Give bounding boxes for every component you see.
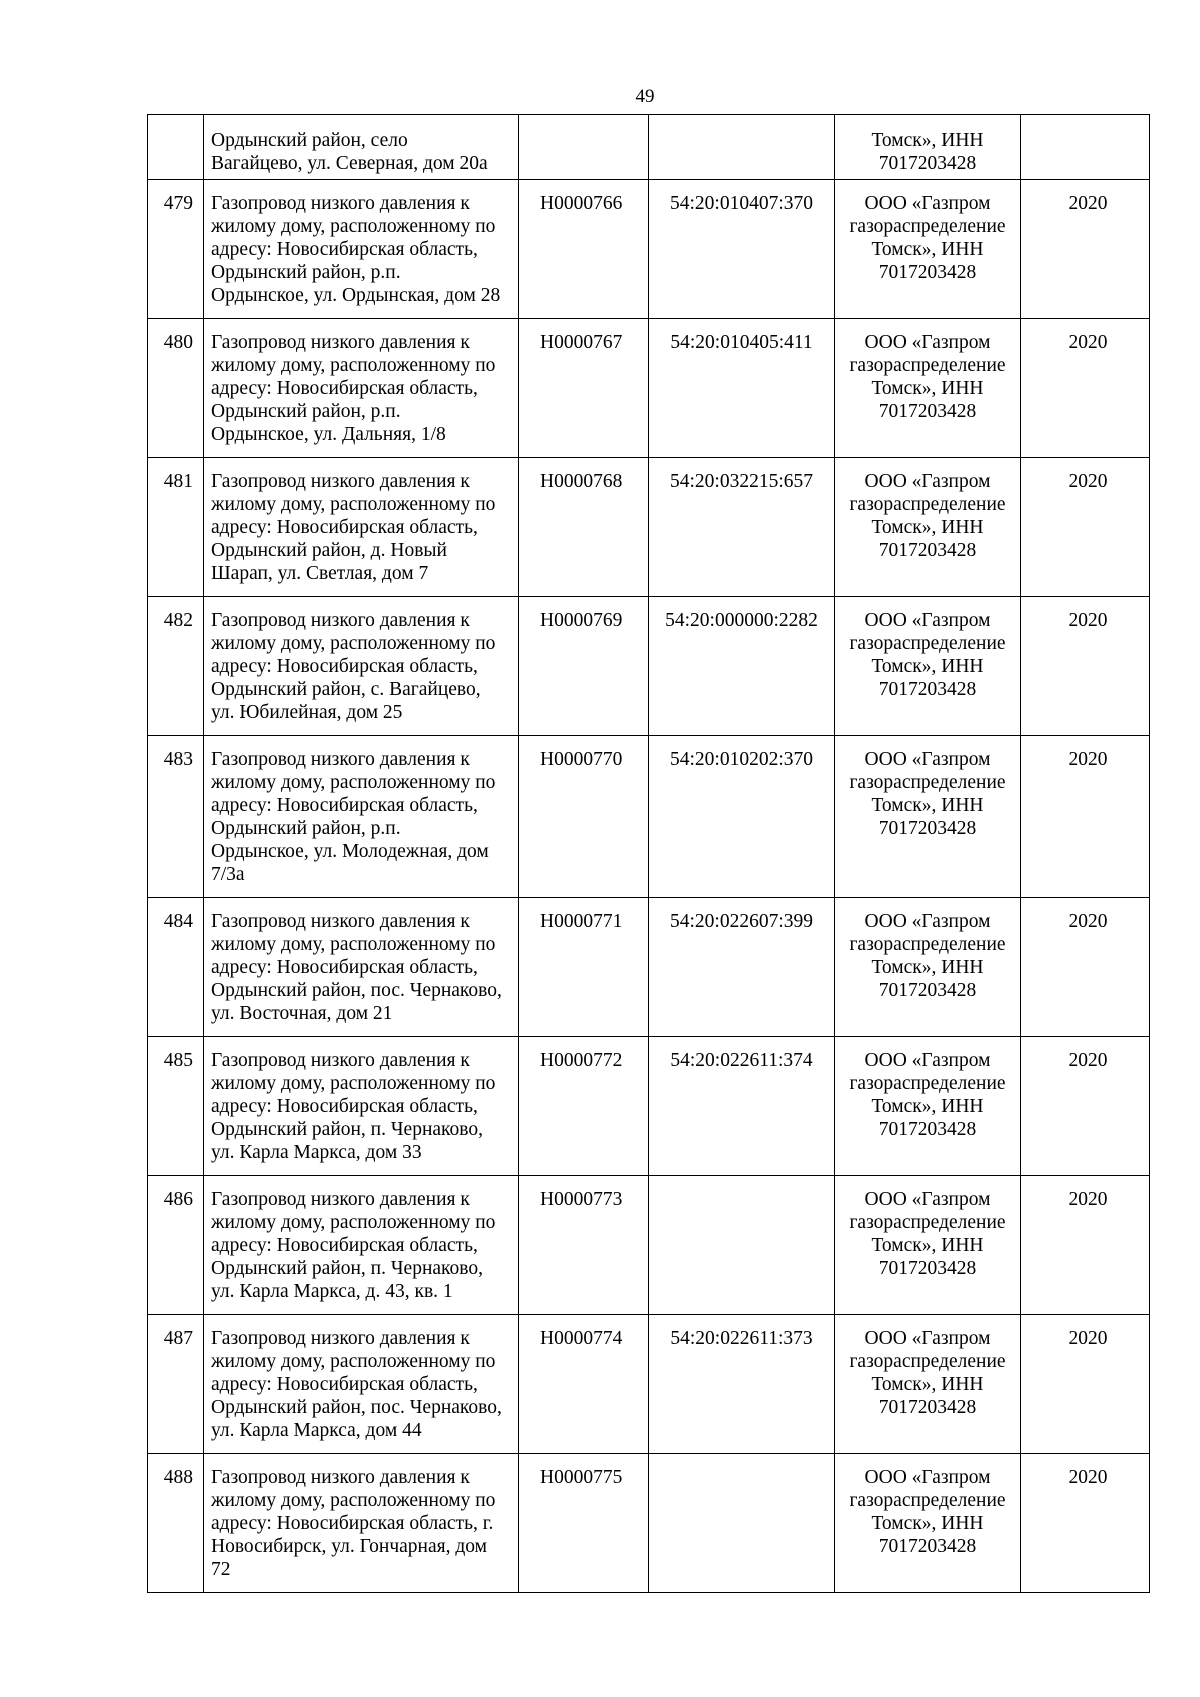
cell-number: 482 [148, 597, 204, 736]
table-row [148, 898, 1150, 1037]
name-line: Новосибирск, ул. Гончарная, дом [211, 1536, 487, 1557]
cell-number: 485 [148, 1037, 204, 1176]
cell-owner [835, 1454, 1021, 1593]
owner-line: ООО «Газпром [864, 1467, 991, 1488]
owner-line: газораспределение [849, 633, 1006, 654]
name-line: адресу: Новосибирская область, [211, 239, 478, 260]
owner-line: Томск», ИНН [871, 795, 984, 816]
name-line: Ордынский район, село [211, 130, 408, 151]
name-line: Газопровод низкого давления к [211, 1050, 470, 1071]
cell-name [204, 458, 519, 597]
cell-cadastral-number: 54:20:010202:370 [649, 736, 835, 898]
name-line: Ордынский район, пос. Чернаково, [211, 1397, 502, 1418]
owner-line: 7017203428 [878, 980, 977, 1001]
table-row [148, 180, 1150, 319]
cell-cadastral-number: 54:20:000000:2282 [649, 597, 835, 736]
table-row-continuation [148, 115, 1150, 180]
cell-cadastral-number [649, 1176, 835, 1315]
cell-owner [835, 898, 1021, 1037]
owner-line: 7017203428 [878, 679, 977, 700]
owner-line: 7017203428 [878, 262, 977, 283]
cell-inventory-number: Н0000774 [519, 1315, 649, 1454]
name-line: Газопровод низкого давления к [211, 332, 470, 353]
cell-owner [835, 319, 1021, 458]
name-line: Ордынский район, с. Вагайцево, [211, 679, 481, 700]
page-number: 49 [635, 86, 655, 107]
cell-cadastral-number: 54:20:032215:657 [649, 458, 835, 597]
owner-line: 7017203428 [878, 401, 977, 422]
name-line: жилому дому, расположенному по [211, 1490, 496, 1511]
cell-year: 2020 [1021, 1037, 1150, 1176]
cell-year: 2020 [1021, 319, 1150, 458]
cell-year: 2020 [1021, 1176, 1150, 1315]
cell-name [204, 1176, 519, 1315]
owner-line: газораспределение [849, 1351, 1006, 1372]
cell-year: 2020 [1021, 898, 1150, 1037]
cell-inventory-number: Н0000775 [519, 1454, 649, 1593]
name-line: жилому дому, расположенному по [211, 494, 496, 515]
table-row [148, 736, 1150, 898]
table-row [148, 1176, 1150, 1315]
name-line: Ордынский район, д. Новый [211, 540, 447, 561]
name-line: жилому дому, расположенному по [211, 1073, 496, 1094]
name-line: Шарап, ул. Светлая, дом 7 [211, 563, 429, 584]
cell-inventory-number: Н0000769 [519, 597, 649, 736]
name-line: Газопровод низкого давления к [211, 749, 470, 770]
cell-year: 2020 [1021, 597, 1150, 736]
name-line: жилому дому, расположенному по [211, 1351, 496, 1372]
cell-cadastral-number: 54:20:010407:370 [649, 180, 835, 319]
cell-year: 2020 [1021, 458, 1150, 597]
table-row [148, 1037, 1150, 1176]
cell-inventory-number: Н0000772 [519, 1037, 649, 1176]
name-line: Газопровод низкого давления к [211, 1189, 470, 1210]
name-line: адресу: Новосибирская область, [211, 656, 478, 677]
cell-name [204, 319, 519, 458]
owner-line: 7017203428 [878, 153, 977, 174]
cell-cadastral-number: 54:20:022607:399 [649, 898, 835, 1037]
owner-line: Томск», ИНН [871, 656, 984, 677]
owner-line: ООО «Газпром [864, 193, 991, 214]
name-line: 7/3а [211, 864, 245, 885]
cell-name [204, 1315, 519, 1454]
cell-number: 486 [148, 1176, 204, 1315]
cell-owner [835, 1037, 1021, 1176]
name-line: Ордынское, ул. Молодежная, дом [211, 841, 489, 862]
owner-line: газораспределение [849, 1073, 1006, 1094]
cell-name [204, 736, 519, 898]
owner-line: ООО «Газпром [864, 1050, 991, 1071]
cell-owner [835, 1315, 1021, 1454]
name-line: Ордынский район, п. Чернаково, [211, 1119, 483, 1140]
name-line: Газопровод низкого давления к [211, 610, 470, 631]
cell-owner [835, 597, 1021, 736]
owner-line: газораспределение [849, 494, 1006, 515]
cell-number: 479 [148, 180, 204, 319]
name-line: Ордынский район, пос. Чернаково, [211, 980, 502, 1001]
cell-inventory-number: Н0000773 [519, 1176, 649, 1315]
cell-owner [835, 180, 1021, 319]
name-line: адресу: Новосибирская область, [211, 795, 478, 816]
cell-inventory-number: Н0000770 [519, 736, 649, 898]
owner-line: ООО «Газпром [864, 911, 991, 932]
name-line: ул. Юбилейная, дом 25 [211, 702, 403, 723]
cell-cadastral-number: 54:20:022611:374 [649, 1037, 835, 1176]
name-line: Газопровод низкого давления к [211, 911, 470, 932]
name-line: ул. Карла Маркса, д. 43, кв. 1 [211, 1281, 453, 1302]
owner-line: 7017203428 [878, 540, 977, 561]
name-line: адресу: Новосибирская область, [211, 957, 478, 978]
table-row [148, 319, 1150, 458]
cell-owner [835, 458, 1021, 597]
cell-owner [835, 1176, 1021, 1315]
cell-inventory-number: Н0000766 [519, 180, 649, 319]
owner-line: газораспределение [849, 216, 1006, 237]
name-line: жилому дому, расположенному по [211, 355, 496, 376]
cell-owner [835, 736, 1021, 898]
name-line: ул. Карла Маркса, дом 33 [211, 1142, 422, 1163]
name-line: адресу: Новосибирская область, [211, 1096, 478, 1117]
cell-year: 2020 [1021, 736, 1150, 898]
owner-line: 7017203428 [878, 1536, 977, 1557]
cell-year: 2020 [1021, 1315, 1150, 1454]
owner-line: газораспределение [849, 1490, 1006, 1511]
name-line: Ордынское, ул. Дальняя, 1/8 [211, 424, 446, 445]
name-line: адресу: Новосибирская область, г. [211, 1513, 494, 1534]
owner-line: 7017203428 [878, 1397, 977, 1418]
owner-line: ООО «Газпром [864, 1328, 991, 1349]
name-line: Ордынский район, р.п. [211, 401, 401, 422]
cell-year [1021, 115, 1150, 180]
owner-line: газораспределение [849, 934, 1006, 955]
cell-number: 487 [148, 1315, 204, 1454]
cell-cadastral-number: 54:20:022611:373 [649, 1315, 835, 1454]
name-line: Газопровод низкого давления к [211, 1328, 470, 1349]
cell-number: 480 [148, 319, 204, 458]
owner-line: 7017203428 [878, 818, 977, 839]
name-line: Ордынское, ул. Ордынская, дом 28 [211, 285, 501, 306]
cell-cadastral-number [649, 1454, 835, 1593]
name-line: жилому дому, расположенному по [211, 216, 496, 237]
name-line: жилому дому, расположенному по [211, 633, 496, 654]
owner-line: газораспределение [849, 1212, 1006, 1233]
name-line: Ордынский район, п. Чернаково, [211, 1258, 483, 1279]
name-line: ул. Восточная, дом 21 [211, 1003, 393, 1024]
cell-owner [835, 115, 1021, 180]
owner-line: Томск», ИНН [871, 1235, 984, 1256]
cell-cadastral-number [649, 115, 835, 180]
cell-name [204, 1037, 519, 1176]
table-body [148, 115, 1150, 1593]
name-line: Газопровод низкого давления к [211, 471, 470, 492]
table-row [148, 597, 1150, 736]
name-line: адресу: Новосибирская область, [211, 1235, 478, 1256]
cell-name [204, 115, 519, 180]
cell-inventory-number [519, 115, 649, 180]
name-line: жилому дому, расположенному по [211, 934, 496, 955]
table-row [148, 458, 1150, 597]
table-row [148, 1315, 1150, 1454]
cell-name [204, 597, 519, 736]
table-row [148, 1454, 1150, 1593]
cell-year: 2020 [1021, 1454, 1150, 1593]
cell-number: 481 [148, 458, 204, 597]
name-line: адресу: Новосибирская область, [211, 378, 478, 399]
name-line: Ордынский район, р.п. [211, 262, 401, 283]
name-line: адресу: Новосибирская область, [211, 517, 478, 538]
owner-line: газораспределение [849, 772, 1006, 793]
owner-line: 7017203428 [878, 1258, 977, 1279]
cell-number: 484 [148, 898, 204, 1037]
cell-inventory-number: Н0000768 [519, 458, 649, 597]
owner-line: ООО «Газпром [864, 610, 991, 631]
cell-name [204, 898, 519, 1037]
name-line: ул. Карла Маркса, дом 44 [211, 1420, 422, 1441]
owner-line: ООО «Газпром [864, 1189, 991, 1210]
cell-inventory-number: Н0000771 [519, 898, 649, 1037]
name-line: 72 [211, 1559, 231, 1580]
owner-line: Томск», ИНН [871, 957, 984, 978]
owner-line: Томск», ИНН [871, 378, 984, 399]
owner-line: Томск», ИНН [871, 1513, 984, 1534]
owner-line: ООО «Газпром [864, 749, 991, 770]
cell-inventory-number: Н0000767 [519, 319, 649, 458]
cell-year: 2020 [1021, 180, 1150, 319]
owner-line: Томск», ИНН [871, 239, 984, 260]
name-line: Ордынский район, р.п. [211, 818, 401, 839]
owner-line: Томск», ИНН [871, 1374, 984, 1395]
owner-line: Томск», ИНН [871, 1096, 984, 1117]
owner-line: Томск», ИНН [871, 130, 984, 151]
owner-line: ООО «Газпром [864, 471, 991, 492]
cell-number: 488 [148, 1454, 204, 1593]
property-register-table [147, 114, 1150, 1593]
cell-name [204, 1454, 519, 1593]
cell-cadastral-number: 54:20:010405:411 [649, 319, 835, 458]
owner-line: газораспределение [849, 355, 1006, 376]
cell-number [148, 115, 204, 180]
owner-line: ООО «Газпром [864, 332, 991, 353]
name-line: Вагайцево, ул. Северная, дом 20а [211, 153, 488, 174]
owner-line: 7017203428 [878, 1119, 977, 1140]
name-line: адресу: Новосибирская область, [211, 1374, 478, 1395]
name-line: Газопровод низкого давления к [211, 1467, 470, 1488]
owner-line: Томск», ИНН [871, 517, 984, 538]
name-line: жилому дому, расположенному по [211, 772, 496, 793]
name-line: жилому дому, расположенному по [211, 1212, 496, 1233]
cell-number: 483 [148, 736, 204, 898]
cell-name [204, 180, 519, 319]
name-line: Газопровод низкого давления к [211, 193, 470, 214]
